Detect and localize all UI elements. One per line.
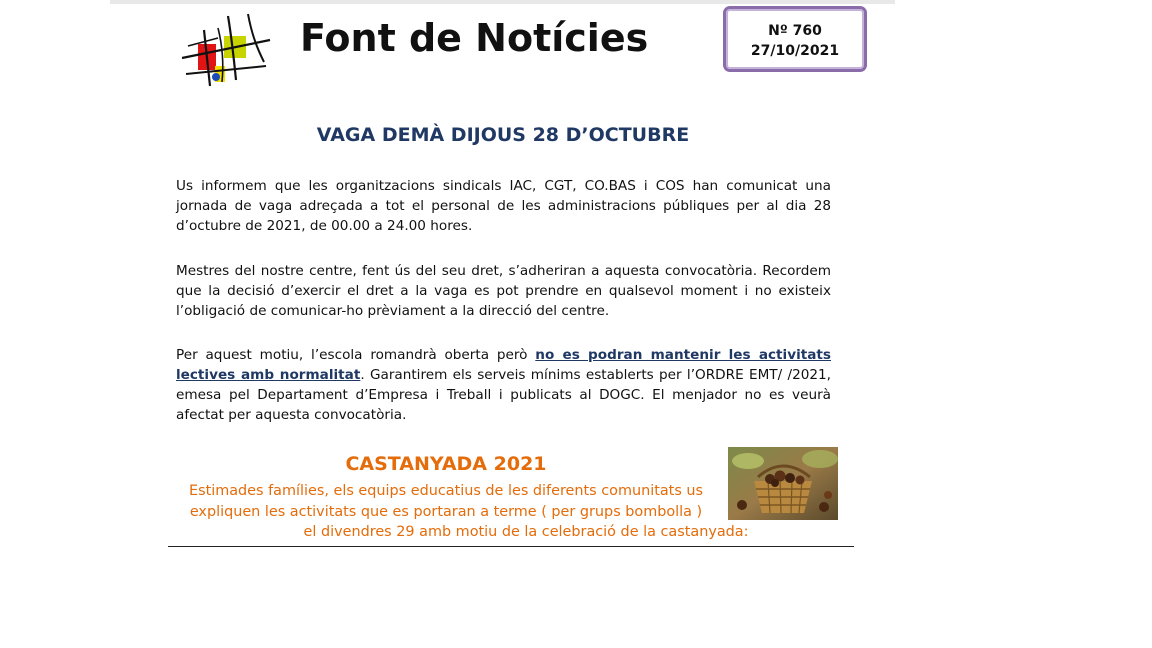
school-logo-icon <box>178 10 274 90</box>
chestnut-basket-photo <box>728 447 838 520</box>
newsletter-title: Font de Notícies <box>300 16 649 60</box>
paragraph-school-open <box>176 345 831 425</box>
strike-headline: VAGA DEMÀ DIJOUS 28 D’OCTUBRE <box>316 124 690 146</box>
castanyada-text <box>164 481 749 543</box>
castanyada-line-3: el divendres 29 amb motiu de la celebració de la castanyada: <box>303 524 749 540</box>
castanyada-line-2: expliquen les activitats que es portaran a terme ( per grups bombolla ) <box>189 503 703 520</box>
paragraph-school-open-end: . Garantirem els serveis mínims establerts per l’ORDRE EMT/ /2021, emesa pel Departament d’Empresa i Treball i publicats al DOGC. El menjador no es veurà afectat per aquesta convocatòria. <box>176 367 831 423</box>
page-top-edge <box>110 0 895 4</box>
section-divider <box>168 546 854 547</box>
castanyada-title: CASTANYADA 2021 <box>345 453 547 475</box>
paragraph-school-open-start: Per aquest motiu, l’escola romandrà oberta però <box>176 347 536 363</box>
paragraph-emphasis: no es podran mantenir les activitats lectives amb normalitat <box>176 347 831 383</box>
paragraph-strike-notice: Us informem que les organitzacions sindicals IAC, CGT, CO.BAS i COS han comunicat una jornada de vaga adreçada a tot el personal de les administracions públiques per al dia 28 d’octubre de 2021, de 00.00 a 24.00 hores. <box>176 178 831 234</box>
issue-number: Nº 760 <box>768 23 822 39</box>
issue-date: 27/10/2021 <box>750 43 840 59</box>
issue-info-box <box>723 6 867 72</box>
castanyada-line-1: Estimades famílies, els equips educatius de les diferents comunitats us <box>188 483 704 499</box>
paragraph-teachers-adhere: Mestres del nostre centre, fent ús del seu dret, s’adheriran a aquesta convocatòria. Recordem que la decisió d’exercir el dret a la vaga es pot prendre en qualsevol moment i no existeix l’obligació de comunicar-ho prèviament a la direcció del centre. <box>176 263 831 319</box>
